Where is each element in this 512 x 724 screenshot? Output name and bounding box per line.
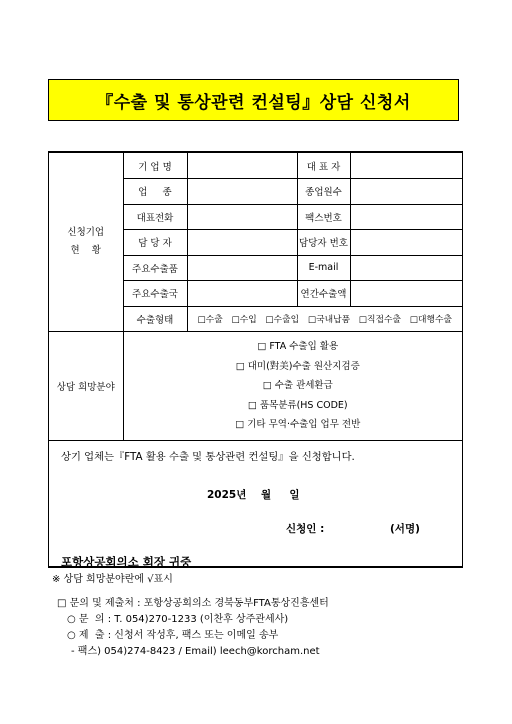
checkbox-us-origin[interactable]: □ 대미(對美)수출 원산지검증 [235, 360, 360, 372]
checkbox-hs-code[interactable]: □ 품목분류(HS CODE) [247, 399, 348, 411]
label-export-countries: 주요수출국 [123, 281, 187, 307]
checkmark-note: ※ 상담 희망분야란에 √표시 [52, 574, 173, 585]
consult-options [123, 332, 462, 441]
signature-label: (서명) [390, 523, 420, 535]
checkbox-export-import[interactable]: □수출입 [265, 315, 300, 326]
export-type-options [187, 306, 462, 332]
label-email: E-mail [297, 255, 350, 281]
label-industry: 업 종 [123, 179, 187, 205]
label-phone: 대표전화 [123, 204, 187, 230]
checkbox-direct-export[interactable]: □직접수출 [358, 315, 402, 326]
checkbox-agency-export[interactable]: □대행수출 [409, 315, 452, 326]
label-export-items: 주요수출품 [123, 255, 187, 281]
manager-phone-field[interactable] [350, 230, 462, 256]
employees-field[interactable] [350, 179, 462, 205]
email-field[interactable] [350, 255, 462, 281]
company-name-field[interactable] [187, 153, 297, 179]
manager-field[interactable] [187, 230, 297, 256]
export-countries-field[interactable] [187, 281, 297, 307]
label-manager-phone: 담당자 번호 [297, 230, 350, 256]
label-fax: 팩스번호 [297, 204, 350, 230]
label-ceo: 대 표 자 [297, 153, 350, 179]
ceo-field[interactable] [350, 153, 462, 179]
company-section-label: 신청기업 현 황 [49, 153, 123, 332]
label-annual-exports: 연간수출액 [297, 281, 350, 307]
industry-field[interactable] [187, 179, 297, 205]
form-title: 『수출 및 통상관련 컨설팅』상담 신청서 [48, 79, 459, 121]
applicant-label: 신청인 : [286, 523, 325, 535]
checkbox-domestic-supply[interactable]: □국내납품 [307, 315, 351, 326]
checkbox-import[interactable]: □수입 [231, 315, 257, 326]
addressee: 포항상공회의소 회장 귀중 [61, 555, 192, 569]
checkbox-fta[interactable]: □ FTA 수출입 활용 [257, 341, 339, 353]
label-employees: 종업원수 [297, 179, 350, 205]
checkbox-duty-refund[interactable]: □ 수출 관세환급 [262, 380, 333, 392]
declaration-text: 상기 업체는『FTA 활용 수출 및 통상관련 컨설팅』을 신청합니다. [61, 451, 355, 463]
export-items-field[interactable] [187, 255, 297, 281]
contact-line-inquiry: ○ 문 의 : T. 054)270-1233 (이찬후 상주관세사) [67, 614, 289, 625]
label-export-type: 수출형태 [123, 306, 187, 332]
annual-exports-field[interactable] [350, 281, 462, 307]
date-line: 2025년 월 일 [207, 489, 300, 501]
application-form [48, 151, 463, 568]
company-info-table [49, 153, 462, 441]
contact-line-submit: ○ 제 출 : 신청서 작성후, 팩스 또는 이메일 송부 [67, 630, 279, 641]
declaration-section [49, 442, 462, 568]
contact-info [57, 596, 329, 660]
label-manager: 담 당 자 [123, 230, 187, 256]
label-company-name: 기 업 명 [123, 153, 187, 179]
checkbox-export[interactable]: □수출 [197, 315, 223, 326]
contact-line-submission: □ 문의 및 제출처 : 포항상공회의소 경북동부FTA통상진흥센터 [57, 598, 329, 609]
contact-line-fax-email: - 팩스) 054)274-8423 / Email) leech@korcham.net [71, 646, 320, 657]
checkbox-other[interactable]: □ 기타 무역·수출입 업무 전반 [235, 419, 361, 431]
phone-field[interactable] [187, 204, 297, 230]
fax-field[interactable] [350, 204, 462, 230]
consult-section-label: 상담 희망분야 [49, 332, 123, 441]
